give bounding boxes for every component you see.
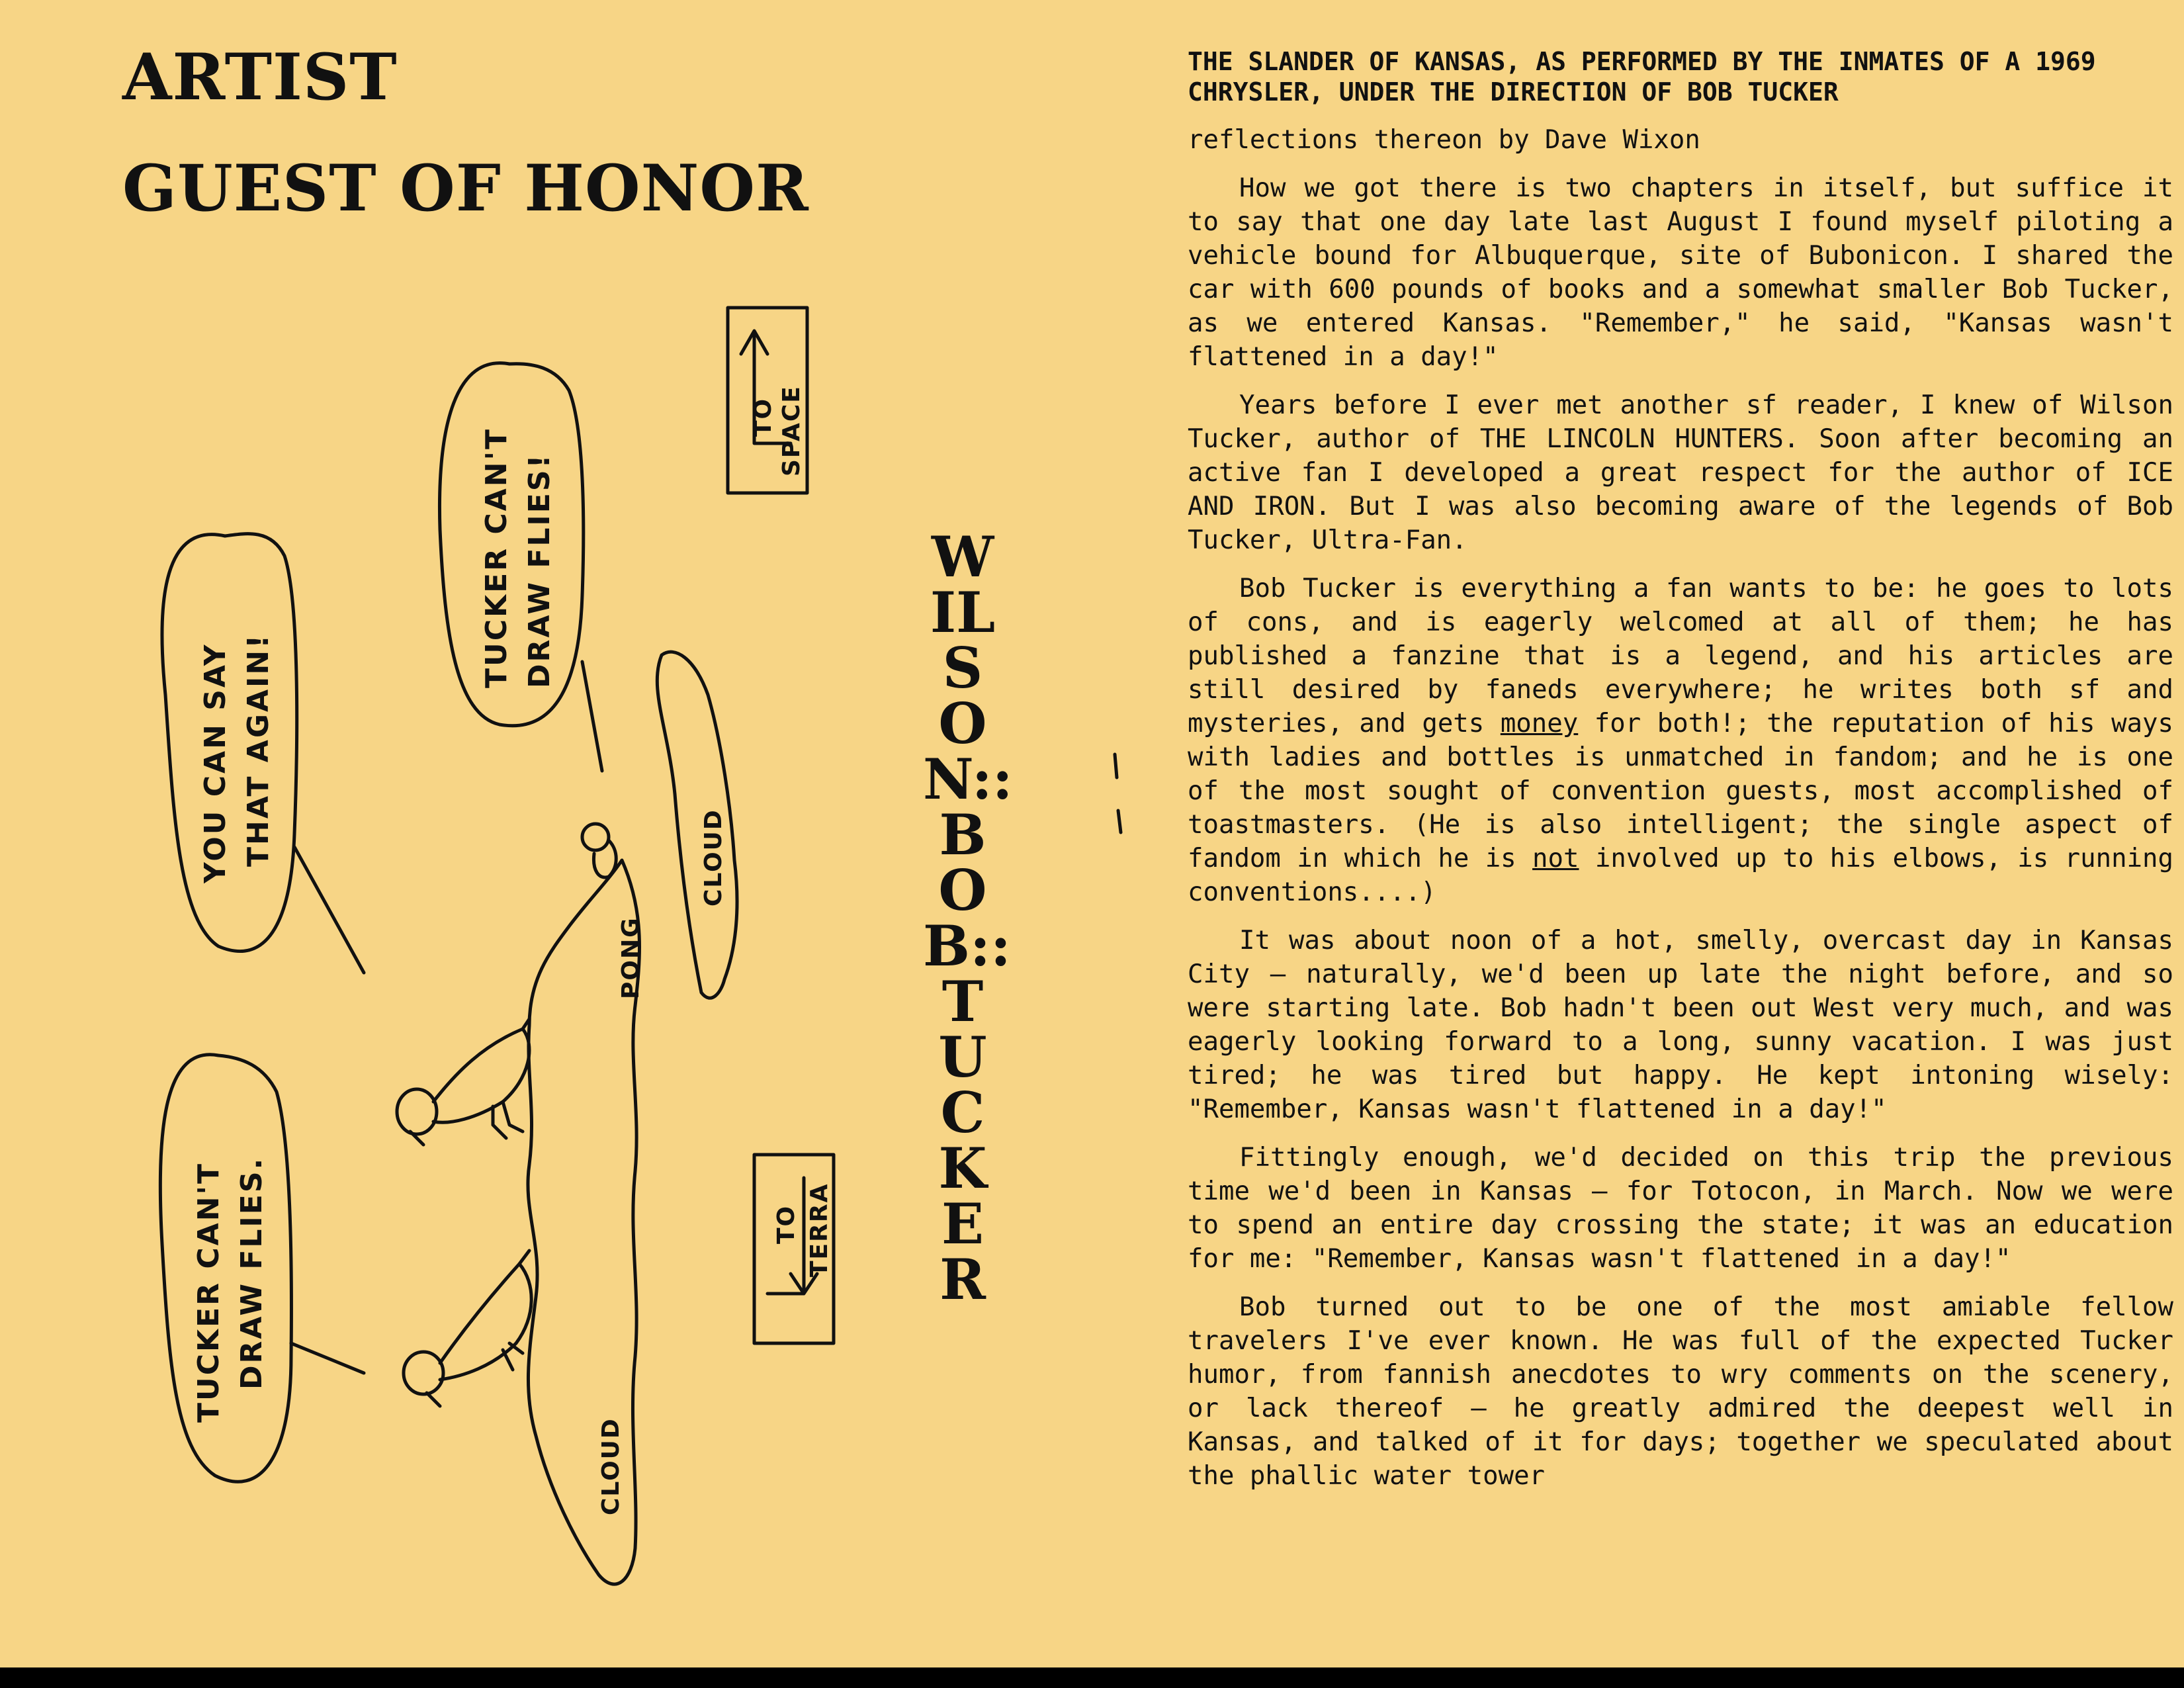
speech-bubble-tail (582, 662, 602, 771)
underlined-money: money (1500, 709, 1579, 738)
paragraph-2: Years before I ever met another sf reader, I knew of Wilson Tucker, author of THE LINCOLN HUNTERS. Soon after becoming an active fan I developed a great respect for the author of ICE AND IRON. But I was also becoming aware of the legends of Bob Tucker, Ultra-Fan. (1188, 390, 2173, 555)
bird-small (582, 824, 616, 877)
sign-top-line2: SPACE (778, 385, 805, 476)
sign-top-line1: TO (750, 397, 777, 437)
article (1188, 46, 2173, 1507)
heading-guest-of-honor: GUEST OF HONOR (122, 151, 809, 226)
sign-bottom-line1: TO (773, 1204, 800, 1244)
paragraph-3-part2: for both!; the reputation of his ways with ladies and bottles is unmatched in fandom; and he is one of the most sought of convention guests, most accomplished of toastmasters. (He is also intelligent; the single aspect of fandom in which he is (1188, 709, 2173, 873)
cloud-small-label: CLOUD (700, 809, 727, 907)
article-title: THE SLANDER OF KANSAS, AS PERFORMED BY THE INMATES OF A 1969 CHRYSLER, UNDER THE DIRECTION OF BOB TUCKER (1188, 47, 2096, 107)
paragraph-1: How we got there is two chapters in itself, but suffice it to say that one day late last August I found myself piloting a vehicle bound for Albuquerque, site of Bubonicon. I shared the car with 600 pounds of books and a somewhat smaller Bob Tucker, as we entered Kansas. "Remember," he said, "Kansas wasn't flattened in a day!" (1188, 173, 2173, 372)
bubble-top-middle-line2: DRAW FLIES! (523, 453, 556, 688)
bubble-top-middle-line1: TUCKER CAN'T (480, 427, 513, 688)
bubble-top-left-line1: YOU CAN SAY (198, 643, 232, 883)
bird-bottom (404, 1251, 531, 1406)
bubble-bottom-left-line1: TUCKER CAN'T (192, 1161, 226, 1423)
speech-bubble-tail (294, 847, 364, 973)
paragraph-6: Bob turned out to be one of the most amiable fellow travelers I've ever known. He was full of the expected Tucker humor, from fannish anecdotes to wry comments on the scenery, or lack thereof — he greatly admired the deepest well in Kansas, and talked of it for days; together we speculated about the phallic water tower (1188, 1292, 2173, 1491)
paragraph-3-part3: involved up to his elbows, is running conventions....) (1188, 844, 2174, 907)
speech-bubble-bottom-left (160, 1055, 291, 1482)
vertical-name-wilson-bob-tucker: WILSON::BOB::TUCKER (923, 524, 1013, 1312)
sign-bottom-line2: TERRA (806, 1182, 833, 1277)
scan-edge (0, 1667, 2184, 1688)
paragraph-3 (1188, 572, 2173, 909)
paragraph-5: Fittingly enough, we'd decided on this trip the previous time we'd been in Kansas — for Totocon, in March. Now we were to spend an entire day crossing the state; it was an education for me: "Remember, Kansas wasn't flattened in a day!" (1188, 1143, 2173, 1274)
bubble-bottom-left-line2: DRAW FLIES. (235, 1156, 269, 1390)
speech-bubble-tail (291, 1343, 364, 1373)
bird-top (397, 1019, 529, 1145)
article-byline: reflections thereon by Dave Wixon (1188, 125, 1700, 155)
paragraph-4: It was about noon of a hot, smelly, overcast day in Kansas City — naturally, we'd been up late the night before, and so were starting late. Bob hadn't been out West very much, and was eagerly looking forward to a long, sunny vacation. I was just tired; he was tired but happy. He kept intoning wisely: "Remember, Kansas wasn't flattened in a day!" (1188, 926, 2173, 1124)
paragraph-3-part1: Bob Tucker is everything a fan wants to be: he goes to lots of cons, and is eagerly welcomed at all of them; he has published a fanzine that is a legend, and his articles are still desired by faneds everywhere; he writes both sf and mysteries, and gets (1188, 574, 2173, 738)
heading-artist: ARTIST (122, 40, 398, 114)
pong-label: PONG (617, 916, 644, 999)
underlined-not: not (1532, 844, 1579, 873)
bubble-top-left-line2: THAT AGAIN! (241, 633, 275, 867)
cloud-large-label: CLOUD (597, 1417, 625, 1515)
